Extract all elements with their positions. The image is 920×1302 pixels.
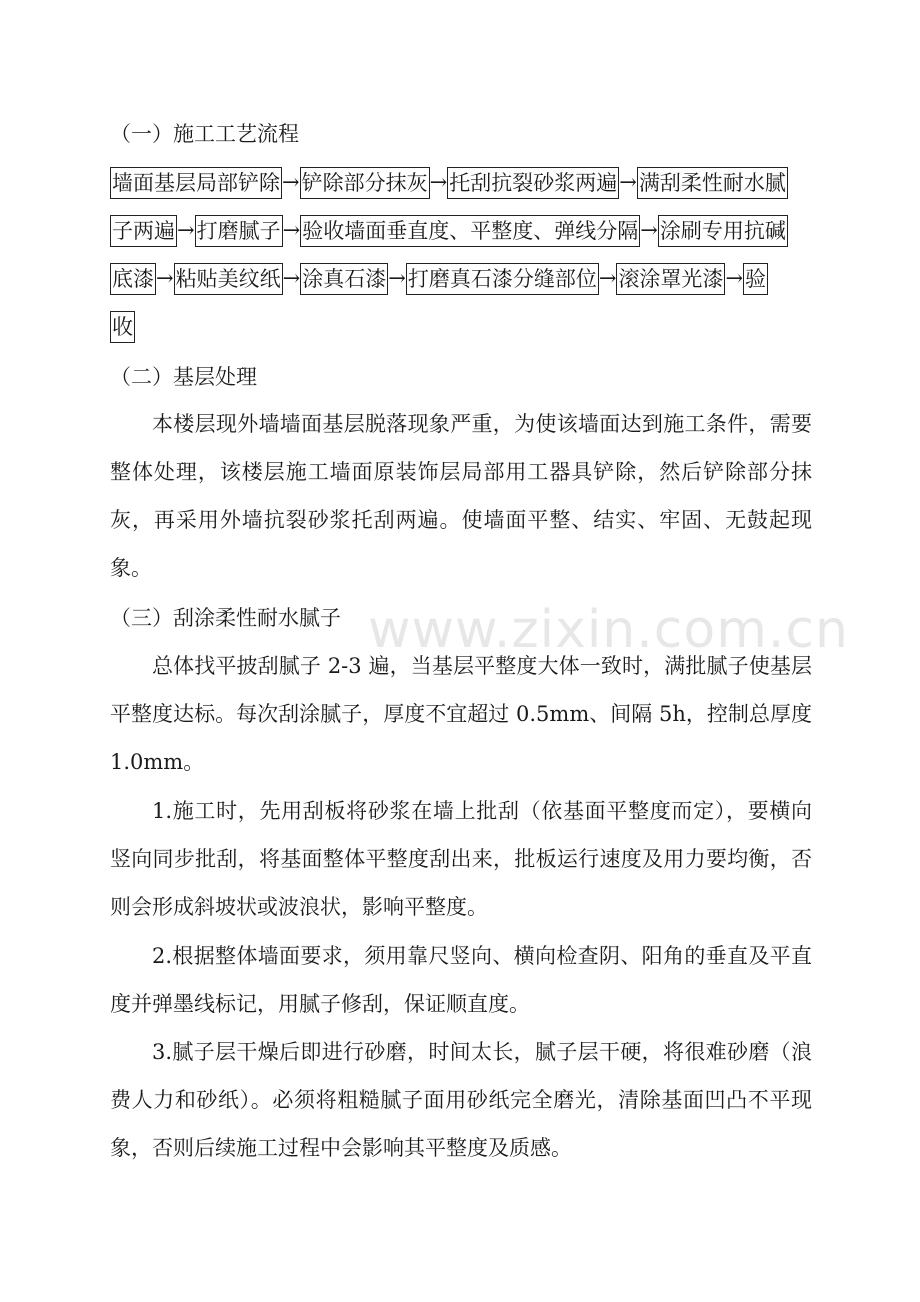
- flow-line-1: [110, 167, 788, 199]
- flow-step: 收: [110, 311, 135, 343]
- flow-arrow: →: [177, 218, 195, 242]
- section3-heading: （三）刮涂柔性耐水腻子: [110, 606, 341, 630]
- section3-paragraph-3: 2.根据整体墙面要求，须用靠尺竖向、横向检查阴、阳角的垂直及平直度并弹墨线标记，用腻子修刮，保证顺直度。: [110, 944, 812, 1016]
- section3-paragraph-2: 1.施工时，先用刮板将砂浆在墙上批刮（依基面平整度而定），要横向竖向同步批刮，将基面整体平整度刮出来，批板运行速度及用力要均衡，否则会形成斜坡状或波浪状，影响平整度。: [110, 799, 812, 919]
- flow-step: 涂刷专用抗碱: [658, 215, 788, 247]
- flow-step: 铲除部分抹灰: [300, 167, 430, 199]
- flow-step: 涂真石漆: [300, 263, 388, 295]
- flow-line-4: [110, 311, 135, 343]
- flow-arrow: →: [282, 218, 301, 242]
- flow-line-3: [110, 263, 768, 295]
- flow-arrow: →: [282, 266, 301, 290]
- flow-step: 验: [743, 263, 768, 295]
- flow-step: 打磨腻子: [195, 215, 283, 247]
- flow-arrow: →: [388, 266, 406, 290]
- flow-arrow: →: [598, 266, 617, 290]
- flow-arrow: →: [725, 266, 744, 290]
- flow-step: 粘贴美纹纸: [174, 263, 283, 295]
- section3-paragraph-4: 3.腻子层干燥后即进行砂磨，时间太长，腻子层干硬，将很难砂磨（浪费人力和砂纸）。必须将粗糙腻子面用砂纸完全磨光，清除基面凹凸不平现象，否则后续施工过程中会影响其平整度及质感。: [110, 1040, 812, 1160]
- flow-line-2: [110, 215, 788, 247]
- flow-step: 滚涂罩光漆: [616, 263, 725, 295]
- flow-step: 子两遍: [110, 215, 177, 247]
- section2-paragraph: 本楼层现外墙墙面基层脱落现象严重，为使该墙面达到施工条件，需要整体处理，该楼层施工墙面原装饰层局部用工器具铲除，然后铲除部分抹灰，再采用外墙抗裂砂浆托刮两遍。使墙面平整、结实、牢固、无鼓起现象。: [110, 412, 812, 580]
- section3-paragraph-1: 总体找平披刮腻子 2-3 遍，当基层平整度大体一致时，满批腻子使基层平整度达标。每次刮涂腻子，厚度不宜超过 0.5mm、间隔 5h，控制总厚度 1.0mm。: [110, 654, 812, 774]
- flow-arrow: →: [156, 266, 174, 290]
- section1-heading: （一）施工工艺流程: [110, 122, 299, 146]
- flow-arrow: →: [282, 170, 300, 194]
- flow-arrow: →: [640, 218, 658, 242]
- flow-step: 托刮抗裂砂浆两遍: [447, 167, 619, 199]
- section2-heading: （二）基层处理: [110, 365, 257, 389]
- flow-step: 底漆: [110, 263, 156, 295]
- watermark: www.zixin.com.cn: [368, 600, 849, 660]
- flow-arrow: →: [619, 170, 637, 194]
- flow-step: 验收墙面垂直度、平整度、弹线分隔: [300, 215, 640, 247]
- flow-step: 满刮柔性耐水腻: [637, 167, 788, 199]
- flow-step: 墙面基层局部铲除: [110, 167, 282, 199]
- flow-arrow: →: [429, 170, 448, 194]
- flow-step: 打磨真石漆分缝部位: [406, 263, 599, 295]
